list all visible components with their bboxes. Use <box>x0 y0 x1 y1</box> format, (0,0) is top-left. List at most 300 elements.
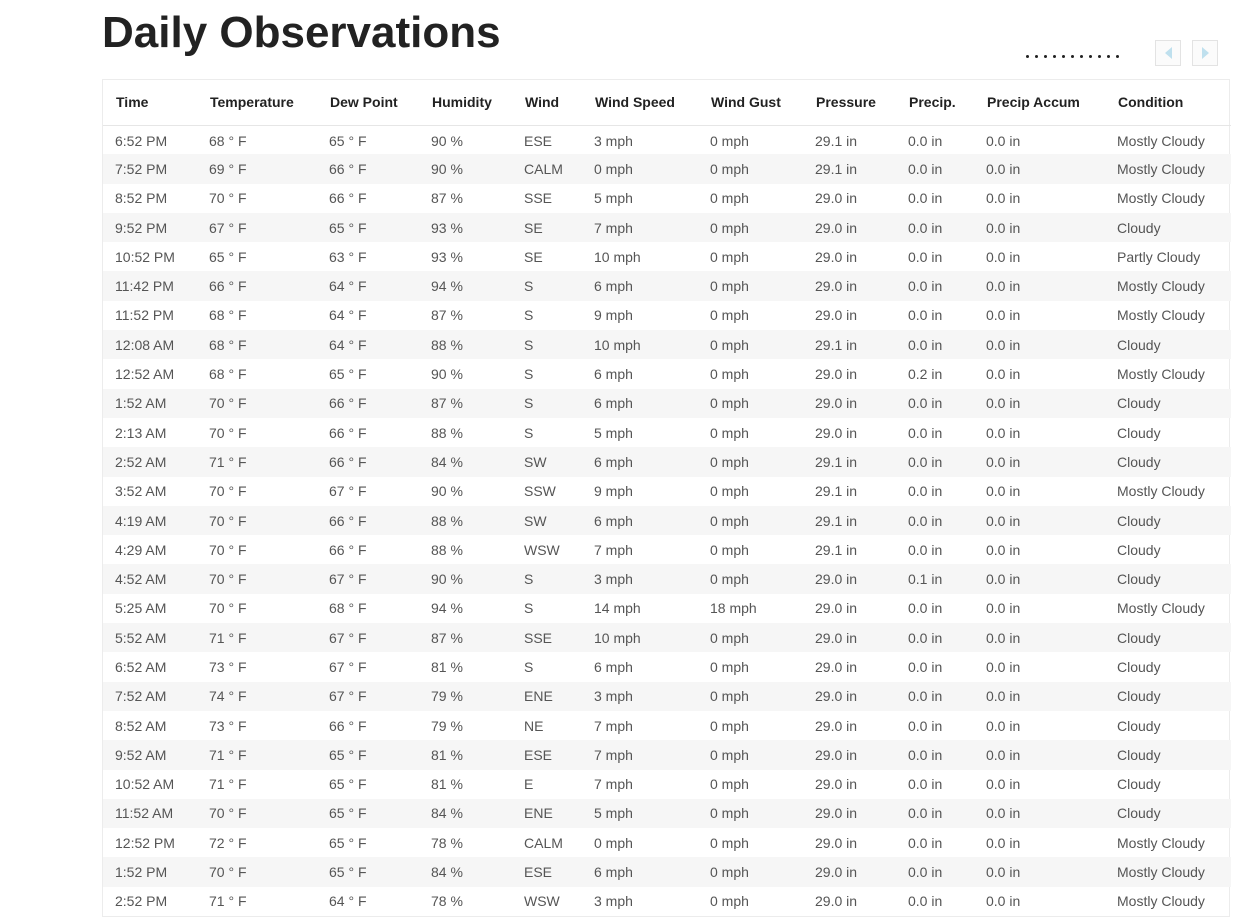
table-cell: 87 % <box>431 307 463 324</box>
table-body <box>103 125 1231 916</box>
table-cell: 65 ° F <box>329 219 367 236</box>
table-cell: 10:52 PM <box>115 248 175 265</box>
table-cell: Cloudy <box>1117 717 1161 734</box>
table-cell: 0.0 in <box>986 512 1021 529</box>
table-cell: 0.0 in <box>986 600 1021 617</box>
table-cell: 6 mph <box>594 512 633 529</box>
table-cell: ENE <box>524 688 553 705</box>
table-cell: Cloudy <box>1117 395 1161 412</box>
table-cell: 29.0 in <box>815 688 858 705</box>
table-cell: 5 mph <box>594 190 633 207</box>
table-cell: Mostly Cloudy <box>1117 132 1205 149</box>
pager-dot[interactable] <box>1071 55 1074 58</box>
table-cell: 11:52 PM <box>115 307 174 324</box>
table-cell: 93 % <box>431 248 463 265</box>
table-cell: Cloudy <box>1117 688 1161 705</box>
table-cell: 9:52 AM <box>115 746 167 763</box>
table-cell: 0 mph <box>710 688 749 705</box>
table-cell: 6 mph <box>594 453 633 470</box>
table-cell: 29.0 in <box>815 658 858 675</box>
table-cell: 0 mph <box>710 248 749 265</box>
table-cell: 0.0 in <box>908 893 943 910</box>
table-cell: 87 % <box>431 190 463 207</box>
table-cell: 66 ° F <box>329 424 367 441</box>
table-cell: Cloudy <box>1117 629 1161 646</box>
pager-dot[interactable] <box>1098 55 1101 58</box>
table-cell: 29.1 in <box>815 483 858 500</box>
table-row <box>103 125 1231 154</box>
table-cell: 0.0 in <box>908 336 943 353</box>
table-cell: Cloudy <box>1117 541 1161 558</box>
table-cell: 9:52 PM <box>115 219 168 236</box>
table-cell: 29.0 in <box>815 629 858 646</box>
table-cell: Cloudy <box>1117 424 1161 441</box>
column-header[interactable]: Precip. <box>909 94 956 111</box>
table-cell: 0.0 in <box>908 834 943 851</box>
table-cell: 0.0 in <box>908 746 943 763</box>
table-cell: 65 ° F <box>329 864 367 881</box>
table-cell: 0 mph <box>710 864 749 881</box>
prev-button[interactable] <box>1155 40 1181 66</box>
chevron-left-icon <box>1165 47 1172 59</box>
table-cell: 6 mph <box>594 864 633 881</box>
table-cell: 68 ° F <box>209 132 247 149</box>
table-cell: 9 mph <box>594 483 633 500</box>
table-cell: 6 mph <box>594 278 633 295</box>
table-cell: 29.0 in <box>815 571 858 588</box>
next-button[interactable] <box>1192 40 1218 66</box>
table-cell: 12:52 PM <box>115 834 175 851</box>
column-header[interactable]: Precip Accum <box>987 94 1080 111</box>
table-cell: 68 ° F <box>329 600 367 617</box>
table-cell: 0.0 in <box>908 278 943 295</box>
table-cell: 66 ° F <box>329 190 367 207</box>
pager-dot[interactable] <box>1035 55 1038 58</box>
table-cell: 0 mph <box>710 307 749 324</box>
table-row <box>103 799 1231 828</box>
table-cell: 0 mph <box>710 336 749 353</box>
table-cell: 0.0 in <box>986 248 1021 265</box>
table-cell: 64 ° F <box>329 893 367 910</box>
table-cell: 81 % <box>431 776 463 793</box>
table-cell: WSW <box>524 541 560 558</box>
table-row <box>103 330 1231 359</box>
table-cell: 7 mph <box>594 746 633 763</box>
table-cell: 88 % <box>431 512 463 529</box>
table-cell: 70 ° F <box>209 600 247 617</box>
table-cell: 90 % <box>431 160 463 177</box>
table-cell: 65 ° F <box>329 834 367 851</box>
table-cell: S <box>524 278 534 295</box>
table-cell: 7:52 AM <box>115 688 167 705</box>
table-cell: 0.0 in <box>986 776 1021 793</box>
table-cell: 29.1 in <box>815 336 858 353</box>
table-cell: 6:52 AM <box>115 658 167 675</box>
table-cell: Mostly Cloudy <box>1117 834 1205 851</box>
table-cell: 0.0 in <box>986 160 1021 177</box>
table-row <box>103 682 1231 711</box>
table-cell: 5:52 AM <box>115 629 167 646</box>
table-cell: 29.0 in <box>815 424 858 441</box>
table-cell: 5 mph <box>594 805 633 822</box>
table-cell: Cloudy <box>1117 219 1161 236</box>
column-header[interactable]: Temperature <box>210 94 294 111</box>
table-cell: 0 mph <box>710 453 749 470</box>
table-cell: 0 mph <box>710 512 749 529</box>
table-cell: 5:25 AM <box>115 600 167 617</box>
table-cell: 81 % <box>431 658 463 675</box>
table-cell: Mostly Cloudy <box>1117 600 1205 617</box>
table-cell: 68 ° F <box>209 366 247 383</box>
table-cell: 0.0 in <box>986 688 1021 705</box>
table-cell: 29.0 in <box>815 805 858 822</box>
table-cell: 65 ° F <box>209 248 247 265</box>
table-cell: 71 ° F <box>209 746 247 763</box>
table-cell: 6 mph <box>594 658 633 675</box>
table-cell: 0.0 in <box>908 424 943 441</box>
pager-dot[interactable] <box>1026 55 1029 58</box>
table-row <box>103 477 1231 506</box>
table-cell: 4:19 AM <box>115 512 167 529</box>
table-cell: 0.0 in <box>986 424 1021 441</box>
table-cell: CALM <box>524 834 563 851</box>
table-row <box>103 711 1231 740</box>
table-cell: 6 mph <box>594 366 633 383</box>
table-cell: 29.1 in <box>815 160 858 177</box>
table-cell: 0.0 in <box>908 483 943 500</box>
table-cell: 0.0 in <box>986 746 1021 763</box>
table-cell: 3:52 AM <box>115 483 167 500</box>
chevron-right-icon <box>1202 47 1209 59</box>
table-cell: 66 ° F <box>329 717 367 734</box>
table-cell: Mostly Cloudy <box>1117 864 1205 881</box>
pager-dot[interactable] <box>1053 55 1056 58</box>
table-row <box>103 564 1231 593</box>
table-cell: 67 ° F <box>329 629 367 646</box>
table-cell: 0.0 in <box>986 453 1021 470</box>
table-cell: 71 ° F <box>209 629 247 646</box>
table-cell: Cloudy <box>1117 453 1161 470</box>
table-cell: 5 mph <box>594 424 633 441</box>
table-cell: 0.0 in <box>908 219 943 236</box>
table-cell: 70 ° F <box>209 571 247 588</box>
table-cell: S <box>524 600 534 617</box>
table-cell: 65 ° F <box>329 132 367 149</box>
table-cell: 29.0 in <box>815 278 858 295</box>
table-cell: 66 ° F <box>209 278 247 295</box>
table-cell: 88 % <box>431 424 463 441</box>
table-cell: 90 % <box>431 483 463 500</box>
table-cell: 29.0 in <box>815 864 858 881</box>
table-cell: 29.0 in <box>815 834 858 851</box>
table-cell: 29.0 in <box>815 600 858 617</box>
table-cell: SSE <box>524 190 553 207</box>
table-cell: 6 mph <box>594 395 633 412</box>
table-cell: 0.1 in <box>908 571 943 588</box>
table-cell: E <box>524 776 534 793</box>
table-cell: NE <box>524 717 544 734</box>
table-row <box>103 740 1231 769</box>
table-cell: 3 mph <box>594 688 633 705</box>
table-cell: ESE <box>524 864 553 881</box>
table-cell: Mostly Cloudy <box>1117 190 1205 207</box>
table-cell: SSW <box>524 483 556 500</box>
table-cell: 14 mph <box>594 600 641 617</box>
table-cell: 4:29 AM <box>115 541 167 558</box>
table-cell: 69 ° F <box>209 160 247 177</box>
table-cell: 0.0 in <box>986 278 1021 295</box>
table-cell: 29.1 in <box>815 453 858 470</box>
pager-dot[interactable] <box>1116 55 1119 58</box>
table-row <box>103 506 1231 535</box>
table-cell: 29.0 in <box>815 717 858 734</box>
table-cell: 29.0 in <box>815 746 858 763</box>
table-cell: 0 mph <box>710 893 749 910</box>
observations-table <box>103 80 1231 916</box>
table-cell: 66 ° F <box>329 541 367 558</box>
table-row <box>103 652 1231 681</box>
table-cell: 0.0 in <box>986 834 1021 851</box>
table-cell: 12:08 AM <box>115 336 175 353</box>
column-header[interactable]: Humidity <box>432 94 492 111</box>
table-cell: 3 mph <box>594 893 633 910</box>
table-cell: S <box>524 658 534 675</box>
table-cell: 29.1 in <box>815 132 858 149</box>
table-cell: 0.0 in <box>986 541 1021 558</box>
table-cell: 0.0 in <box>986 307 1021 324</box>
table-cell: 0 mph <box>710 190 749 207</box>
table-cell: 7 mph <box>594 541 633 558</box>
table-cell: 0 mph <box>594 834 633 851</box>
table-cell: 0.0 in <box>908 248 943 265</box>
table-cell: Cloudy <box>1117 746 1161 763</box>
table-cell: Mostly Cloudy <box>1117 307 1205 324</box>
table-cell: 29.0 in <box>815 307 858 324</box>
column-header[interactable]: Pressure <box>816 94 876 111</box>
table-cell: 70 ° F <box>209 541 247 558</box>
table-cell: 67 ° F <box>209 219 247 236</box>
table-row <box>103 301 1231 330</box>
table-cell: 65 ° F <box>329 746 367 763</box>
table-cell: 3 mph <box>594 571 633 588</box>
column-header[interactable]: Time <box>116 94 149 111</box>
table-cell: 29.0 in <box>815 219 858 236</box>
page-title: Daily Observations <box>102 8 501 57</box>
table-cell: 73 ° F <box>209 658 247 675</box>
column-header[interactable]: Wind <box>525 94 560 111</box>
table-cell: 84 % <box>431 864 463 881</box>
table-cell: Cloudy <box>1117 571 1161 588</box>
table-cell: 29.0 in <box>815 893 858 910</box>
table-cell: 0.0 in <box>908 307 943 324</box>
table-row <box>103 887 1231 916</box>
table-cell: 0.0 in <box>986 219 1021 236</box>
table-cell: Cloudy <box>1117 336 1161 353</box>
table-cell: 8:52 PM <box>115 190 168 207</box>
table-cell: ESE <box>524 132 553 149</box>
table-cell: 29.0 in <box>815 366 858 383</box>
table-cell: 0.0 in <box>908 541 943 558</box>
table-cell: 10 mph <box>594 629 641 646</box>
table-cell: SW <box>524 512 547 529</box>
table-cell: 7 mph <box>594 219 633 236</box>
table-cell: 0 mph <box>710 395 749 412</box>
table-cell: 7:52 PM <box>115 160 168 177</box>
table-cell: 0 mph <box>710 717 749 734</box>
table-cell: 0.0 in <box>908 600 943 617</box>
table-cell: 0.0 in <box>986 864 1021 881</box>
table-cell: 29.0 in <box>815 248 858 265</box>
table-cell: 0 mph <box>710 834 749 851</box>
table-cell: 0 mph <box>710 658 749 675</box>
table-cell: 87 % <box>431 629 463 646</box>
table-cell: 0 mph <box>710 132 749 149</box>
table-cell: 87 % <box>431 395 463 412</box>
table-cell: 66 ° F <box>329 395 367 412</box>
table-row <box>103 184 1231 213</box>
table-cell: 64 ° F <box>329 278 367 295</box>
table-cell: 68 ° F <box>209 307 247 324</box>
table-cell: 6:52 PM <box>115 132 168 149</box>
table-cell: 93 % <box>431 219 463 236</box>
table-row <box>103 418 1231 447</box>
table-cell: 9 mph <box>594 307 633 324</box>
table-cell: 70 ° F <box>209 395 247 412</box>
table-cell: 2:52 AM <box>115 453 167 470</box>
table-cell: SE <box>524 219 543 236</box>
table-cell: 2:13 AM <box>115 424 167 441</box>
table-cell: SE <box>524 248 543 265</box>
table-cell: 84 % <box>431 805 463 822</box>
table-cell: 71 ° F <box>209 776 247 793</box>
table-cell: SSE <box>524 629 553 646</box>
table-cell: ENE <box>524 805 553 822</box>
table-cell: 8:52 AM <box>115 717 167 734</box>
table-cell: Cloudy <box>1117 805 1161 822</box>
column-header[interactable]: Condition <box>1118 94 1184 111</box>
table-cell: S <box>524 307 534 324</box>
table-cell: 29.1 in <box>815 512 858 529</box>
table-cell: S <box>524 395 534 412</box>
pager-dot[interactable] <box>1080 55 1083 58</box>
table-cell: 70 ° F <box>209 805 247 822</box>
table-row <box>103 828 1231 857</box>
table-cell: 66 ° F <box>329 160 367 177</box>
table-cell: 10 mph <box>594 336 641 353</box>
column-header[interactable]: Wind Gust <box>711 94 781 111</box>
table-cell: 88 % <box>431 541 463 558</box>
table-cell: 0.0 in <box>908 717 943 734</box>
table-row <box>103 623 1231 652</box>
table-row <box>103 447 1231 476</box>
table-row <box>103 271 1231 300</box>
table-cell: ESE <box>524 746 553 763</box>
pager-dot[interactable] <box>1044 55 1047 58</box>
table-cell: 90 % <box>431 132 463 149</box>
table-cell: 4:52 AM <box>115 571 167 588</box>
pager-dots[interactable] <box>1026 50 1119 62</box>
table-cell: 70 ° F <box>209 190 247 207</box>
table-header-row <box>103 80 1231 125</box>
table-cell: 0 mph <box>710 571 749 588</box>
table-cell: 88 % <box>431 336 463 353</box>
table-cell: 0 mph <box>710 366 749 383</box>
table-cell: 64 ° F <box>329 336 367 353</box>
table-row <box>103 213 1231 242</box>
table-cell: 0.0 in <box>986 571 1021 588</box>
pager-dot[interactable] <box>1107 55 1110 58</box>
table-cell: 0.0 in <box>986 629 1021 646</box>
table-cell: 0 mph <box>710 805 749 822</box>
table-cell: 74 ° F <box>209 688 247 705</box>
table-cell: 29.0 in <box>815 395 858 412</box>
table-cell: 71 ° F <box>209 893 247 910</box>
pager-dot[interactable] <box>1089 55 1092 58</box>
table-cell: 94 % <box>431 600 463 617</box>
table-cell: 0 mph <box>710 219 749 236</box>
table-cell: 0.0 in <box>908 160 943 177</box>
table-cell: 68 ° F <box>209 336 247 353</box>
table-cell: 94 % <box>431 278 463 295</box>
table-cell: S <box>524 571 534 588</box>
table-cell: 7 mph <box>594 776 633 793</box>
table-cell: 12:52 AM <box>115 366 175 383</box>
table-cell: 29.0 in <box>815 190 858 207</box>
table-cell: 0.0 in <box>986 395 1021 412</box>
column-header[interactable]: Wind Speed <box>595 94 675 111</box>
table-cell: 0 mph <box>710 629 749 646</box>
table-row <box>103 389 1231 418</box>
table-cell: 81 % <box>431 746 463 763</box>
table-cell: 71 ° F <box>209 453 247 470</box>
table-cell: 0.0 in <box>986 336 1021 353</box>
table-cell: Mostly Cloudy <box>1117 893 1205 910</box>
column-header[interactable]: Dew Point <box>330 94 398 111</box>
table-cell: Cloudy <box>1117 776 1161 793</box>
table-cell: 10 mph <box>594 248 641 265</box>
table-cell: 78 % <box>431 834 463 851</box>
table-cell: 79 % <box>431 717 463 734</box>
table-cell: 90 % <box>431 366 463 383</box>
table-cell: S <box>524 366 534 383</box>
table-cell: 0.0 in <box>908 512 943 529</box>
table-cell: Mostly Cloudy <box>1117 366 1205 383</box>
table-cell: 0.0 in <box>986 805 1021 822</box>
table-cell: Mostly Cloudy <box>1117 278 1205 295</box>
table-cell: Mostly Cloudy <box>1117 483 1205 500</box>
table-cell: 0.0 in <box>986 658 1021 675</box>
table-row <box>103 154 1231 183</box>
table-cell: 67 ° F <box>329 658 367 675</box>
table-cell: 70 ° F <box>209 864 247 881</box>
table-cell: 0.0 in <box>908 776 943 793</box>
table-cell: 29.1 in <box>815 541 858 558</box>
table-cell: 0 mph <box>710 541 749 558</box>
pager-dot[interactable] <box>1062 55 1065 58</box>
table-cell: 0 mph <box>710 746 749 763</box>
table-cell: 0 mph <box>710 483 749 500</box>
table-cell: 66 ° F <box>329 453 367 470</box>
table-cell: 11:52 AM <box>115 805 174 822</box>
table-cell: Partly Cloudy <box>1117 248 1201 265</box>
table-cell: 1:52 PM <box>115 864 168 881</box>
table-cell: 67 ° F <box>329 483 367 500</box>
table-cell: 2:52 PM <box>115 893 168 910</box>
table-cell: 7 mph <box>594 717 633 734</box>
table-cell: 70 ° F <box>209 483 247 500</box>
table-cell: 0.0 in <box>908 658 943 675</box>
table-row <box>103 359 1231 388</box>
